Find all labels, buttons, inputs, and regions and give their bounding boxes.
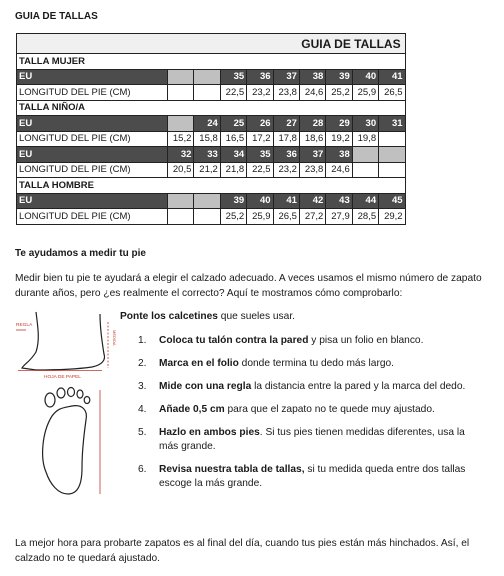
table-cell: 25,9 — [247, 209, 273, 225]
table-cell: 36 — [247, 69, 273, 85]
table-cell: 16,5 — [220, 131, 246, 147]
table-cell: 20,5 — [168, 162, 194, 178]
step-number: 1. — [138, 335, 147, 346]
table-cell: 34 — [220, 147, 246, 163]
table-cell — [194, 209, 220, 225]
row-label: TALLA HOMBRE — [17, 178, 406, 194]
table-cell: 40 — [352, 69, 378, 85]
step-number: 6. — [138, 464, 147, 475]
table-cell: 29,2 — [379, 209, 405, 225]
table-cell: 37 — [273, 69, 299, 85]
table-cell: 42 — [299, 193, 325, 209]
table-cell — [194, 69, 220, 85]
table-cell: 41 — [379, 69, 405, 85]
table-cell: 15,8 — [194, 131, 220, 147]
intro-paragraph: Medir bien tu pie te ayudará a elegir el calzado adecuado. A veces usamos el mismo número de zapato durante años, pero ¿es realmente el correcto? Aquí te mostramos cómo comprobarlo: — [15, 273, 482, 299]
table-eu-row — [17, 193, 406, 209]
step-number: 2. — [138, 358, 147, 369]
foot-side-view-icon — [22, 312, 105, 370]
table-cell: 17,8 — [273, 131, 299, 147]
step-item — [138, 334, 486, 348]
step-number: 5. — [138, 427, 147, 438]
table-cell: 29 — [326, 116, 352, 132]
step-item — [138, 463, 486, 491]
table-cell: 39 — [326, 69, 352, 85]
step-text: y pisa un folio en blanco. — [308, 335, 424, 346]
size-table — [16, 33, 406, 225]
table-cell: 21,2 — [194, 162, 220, 178]
step-bold: Marca en el folio — [159, 358, 239, 369]
row-label: EU — [17, 69, 168, 85]
table-cell — [379, 162, 405, 178]
table-eu-row — [17, 69, 406, 85]
table-banner: GUIA DE TALLAS — [17, 34, 406, 54]
table-cell: 36 — [273, 147, 299, 163]
help-title: Te ayudamos a medir tu pie — [15, 248, 146, 259]
footprint-icon — [43, 388, 90, 495]
table-cell: 24,6 — [326, 162, 352, 178]
table-cell: 19,8 — [352, 131, 378, 147]
table-cell: 15,2 — [168, 131, 194, 147]
paper-label: HOJA DE PAPEL — [44, 375, 81, 380]
table-section-row — [17, 178, 406, 194]
table-cell: 26,5 — [379, 85, 405, 101]
table-cell: 17,2 — [247, 131, 273, 147]
table-length-row — [17, 85, 406, 101]
table-eu-row — [17, 116, 406, 132]
table-cell — [194, 193, 220, 209]
step-bold: Coloca tu talón contra la pared — [159, 335, 309, 346]
table-cell — [168, 209, 194, 225]
step-bold: Añade 0,5 cm — [159, 404, 225, 415]
table-cell: 35 — [220, 69, 246, 85]
table-cell: 23,8 — [299, 162, 325, 178]
table-cell: 23,2 — [273, 162, 299, 178]
table-section-row — [17, 54, 406, 70]
table-cell: 22,5 — [247, 162, 273, 178]
step-text: si tu medida queda entre dos tallas escoge la más grande. — [159, 464, 466, 489]
table-cell: 38 — [326, 147, 352, 163]
table-cell — [168, 116, 194, 132]
table-cell: 25,2 — [326, 85, 352, 101]
table-cell: 32 — [168, 147, 194, 163]
page-title: GUIA DE TALLAS — [15, 11, 98, 22]
table-cell: 28,5 — [352, 209, 378, 225]
table-cell: 23,2 — [247, 85, 273, 101]
table-eu-row — [17, 147, 406, 163]
table-cell: 26 — [247, 116, 273, 132]
table-cell: 21,8 — [220, 162, 246, 178]
step-bold: Revisa nuestra tabla de tallas, — [159, 464, 305, 475]
table-cell: 27,9 — [326, 209, 352, 225]
table-cell: 27 — [273, 116, 299, 132]
table-cell: 33 — [194, 147, 220, 163]
table-cell: 30 — [352, 116, 378, 132]
table-cell — [168, 69, 194, 85]
row-label: EU — [17, 193, 168, 209]
table-cell — [194, 85, 220, 101]
table-cell: 25 — [220, 116, 246, 132]
step-number: 3. — [138, 381, 147, 392]
foot-measuring-illustration — [12, 308, 120, 508]
table-cell: 27,2 — [299, 209, 325, 225]
table-cell: 43 — [326, 193, 352, 209]
table-cell — [379, 131, 405, 147]
table-cell: 41 — [273, 193, 299, 209]
table-cell — [168, 193, 194, 209]
ruler-label: REGLA — [16, 323, 33, 328]
row-label: LONGITUD DEL PIE (CM) — [17, 209, 168, 225]
table-cell: 19,2 — [326, 131, 352, 147]
step-text: para que el zapato no te quede muy ajustado. — [224, 404, 435, 415]
row-label: TALLA NIÑO/A — [17, 100, 406, 116]
table-cell: 31 — [379, 116, 405, 132]
row-label: EU — [17, 116, 168, 132]
table-cell: 25,9 — [352, 85, 378, 101]
step-bold: Mide con una regla — [159, 381, 252, 392]
table-cell: 25,2 — [220, 209, 246, 225]
table-cell: 26,5 — [273, 209, 299, 225]
table-cell: 22,5 — [220, 85, 246, 101]
table-cell — [379, 147, 405, 163]
table-section-row — [17, 100, 406, 116]
table-length-row — [17, 162, 406, 178]
closing-paragraph: La mejor hora para probarte zapatos es al final del día, cuando tus pies están más hinchados. Así, el calzado no te quedará ajustado. — [15, 538, 470, 564]
step-text: donde termina tu dedo más largo. — [238, 358, 394, 369]
table-length-row — [17, 131, 406, 147]
step-item — [138, 380, 486, 394]
table-cell: 44 — [352, 193, 378, 209]
table-cell — [168, 85, 194, 101]
step-item — [138, 357, 486, 371]
table-cell: 38 — [299, 69, 325, 85]
table-cell: 37 — [299, 147, 325, 163]
row-label: TALLA MUJER — [17, 54, 406, 70]
table-cell: 24,6 — [299, 85, 325, 101]
table-cell: 18,6 — [299, 131, 325, 147]
row-label: LONGITUD DEL PIE (CM) — [17, 85, 168, 101]
row-label: EU — [17, 147, 168, 163]
step-text: la distancia entre la pared y la marca del dedo. — [251, 381, 466, 392]
table-length-row — [17, 209, 406, 225]
row-label: LONGITUD DEL PIE (CM) — [17, 131, 168, 147]
step-bold: Hazlo en ambos pies — [159, 427, 260, 438]
step-item — [138, 403, 486, 417]
socks-instruction: Ponte los calcetines que sueles usar. — [120, 311, 295, 322]
step-number: 4. — [138, 404, 147, 415]
table-cell: 45 — [379, 193, 405, 209]
table-cell: 39 — [220, 193, 246, 209]
step-item — [138, 426, 486, 454]
table-cell — [352, 147, 378, 163]
table-cell: 35 — [247, 147, 273, 163]
table-cell — [352, 162, 378, 178]
row-label: LONGITUD DEL PIE (CM) — [17, 162, 168, 178]
step-text: . Si tus pies tienen medidas diferentes, usa la más grande. — [159, 427, 465, 452]
steps-list — [138, 334, 486, 491]
table-cell: 23,8 — [273, 85, 299, 101]
table-cell: 28 — [299, 116, 325, 132]
measure-label: MEDIDA — [112, 330, 117, 346]
table-cell: 40 — [247, 193, 273, 209]
table-cell: 24 — [194, 116, 220, 132]
